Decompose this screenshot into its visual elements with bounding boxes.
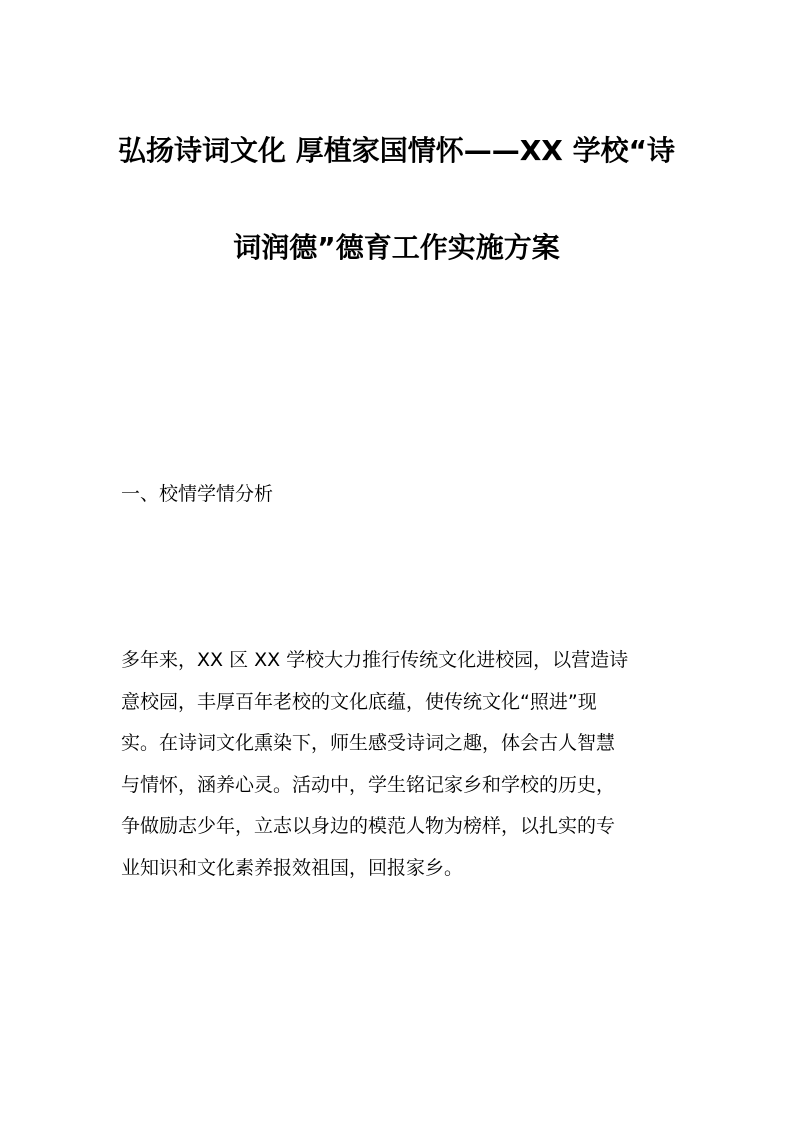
paragraph-line: 意校园，丰厚百年老校的文化底蕴，使传统文化“照进”现 xyxy=(121,690,597,713)
paragraph-line: 多年来，XX 区 XX 学校大力推行传统文化进校园，以营造诗 xyxy=(121,649,629,671)
paragraph-line: 争做励志少年，立志以身边的模范人物为榜样，以扎实的专 xyxy=(121,815,616,837)
section-paragraph xyxy=(121,644,681,893)
paragraph-line: 与情怀，涵养心灵。活动中，学生铭记家乡和学校的历史， xyxy=(121,773,616,796)
document-title-line-2: 词润德”德育工作实施方案 xyxy=(233,231,560,264)
document-title-line-1: 弘扬诗词文化 厚植家国情怀——XX 学校“诗 xyxy=(117,134,676,167)
section-heading-school-analysis: 一、校情学情分析 xyxy=(121,483,274,505)
paragraph-line: 业知识和文化素养报效祖国，回报家乡。 xyxy=(121,856,464,879)
paragraph-line: 实。在诗词文化熏染下，师生感受诗词之趣，体会古人智慧 xyxy=(121,732,616,754)
